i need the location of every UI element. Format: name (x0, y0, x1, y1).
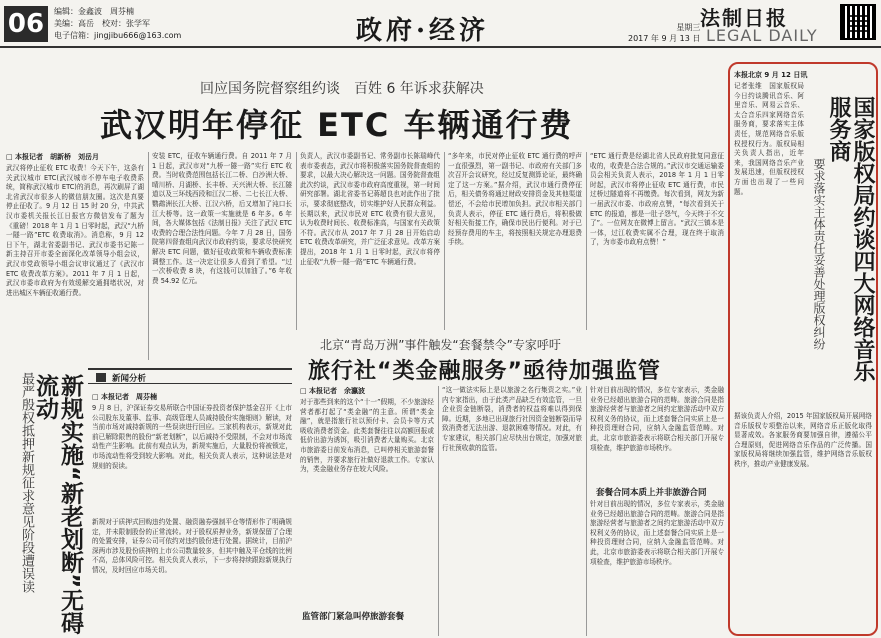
lead-column-1: 武汉将停止征收 ETC 收费！今天下午，这条有关武汉城市 ETC(武汉城市不停车电子收费系统，简称武汉城市 ETC)的消息，再次刷屏了湖北省武汉市很多人的微信朋友圈。这次是真要停止征收了。9 月 12 日 15 时 20 分，中共武汉市委机关报长江日报官方微信发布了题为《重磅！2018 年 1 月 1 日零时起，武汉“九桥一隧一路”ETC 收费取消》。消息称，9 月 12 日下午，湖北省委副书记、武汉市委书记陈一新主持召开市委全面深化改革领导小组会议，武汉市党政领导小组会议审议通过了《武汉市 ETC 收费改革方案》。2011 年 7 月 1 日起，武汉市委市政府为有效缓解交通拥堵状况，对进出城区车辆征收通行费。 (6, 164, 144, 297)
staff-email: 电子信箱：jingjibu666@163.com (54, 31, 182, 40)
staff-credits (54, 6, 181, 42)
analysis-flag (88, 368, 292, 384)
travel-subhead-1: 监管部门紧急叫停旅游套餐 (302, 612, 405, 622)
lead-kicker: 回应国务院督察组约谈 百姓 6 年诉求获解决 (200, 81, 484, 97)
analysis-vertical-deck: 最严殷权抵押新规征求意见阶段遭误读 (19, 372, 34, 593)
lead-column-3: 负责人，武汉市委副书记、常务副市长陈瑞峰代表市委表态，武汉市将积极落实国务院督查组的要求，以最大决心解决这一问题。国务院督查组此次约谈，武汉市委市政府高度重视，第一时间研究部署。湖北省委书记蒋超良也对此作出了批示，要求彻底整改，切实维护好人民群众利益。长期以来，武汉市民对 ETC 收费有很大意见，认为收费时间长、收费标准高，与国家有关政策不符。武汉市从 2017 年 7 月 28 日开始启动 ETC 收费改革研究，并广泛征求意见。改革方案提出，2018 年 1 月 1 日零时起，武汉市将停止征收“九桥一隧一路”ETC 车辆通行费。 (300, 152, 440, 266)
date: 2017 年 9 月 13 日 (628, 34, 701, 43)
page-number: 06 (4, 6, 48, 42)
lead-headline: 武汉明年停征 ETC 车辆通行费 (100, 106, 574, 144)
copyright-vertical-title: 国家版权局约谈四大网络音乐服务商 (826, 96, 875, 382)
copyright-column-2: 据该负责人介绍，2015 年国家版权局开展网络音乐版权专项整治以来，网络音乐正版化取得显著成效。各家服务商要加强自律，遵循公平合理原则，促进网络音乐作品的广泛传播。国家版权局将继续加强监管，维护网络音乐版权秩序，推动产业健康发展。 (734, 412, 872, 468)
travel-subbanner: 北京“青岛万洲”事件触发“套餐禁令”专家呼吁 (320, 338, 561, 352)
lead-byline: □ 本报记者 胡新桥 刘岳月 (6, 153, 100, 161)
copyright-column-1: 记者张维 国家版权局今日约谈腾讯音乐、阿里音乐、网易云音乐、太合音乐四家网络音乐服务商，要求落实主体责任，规范网络音乐版权授权行为。版权局相关负责人指出，近年来，我国网络音乐产业发展迅速，但版权授权方面也出现了一些问题。 (734, 82, 804, 196)
analysis-flag-label: 新闻分析 (112, 374, 147, 384)
travel-byline: □ 本报记者 余瀛波 (300, 387, 366, 395)
column-rule (438, 386, 439, 636)
analysis-column-1: 9 月 8 日，沪深证券交易所联合中国证券投资者保护基金召开《上市公司股东及董事、监事、高级管理人员减持股份实施细则》解读，对当前市场对减持新规的一些误读进行回应。三家机构表示，新规对此前已解除限售的股份“新老划断”，以后减持不受限制，不会对市场流动性产生影响。此前有观点认为，新规实施后，大量股份将被锁定，市场流动性将受到较大影响。对此，相关负责人表示，这种说法是对规则的误读。 (92, 404, 292, 470)
travel-column-3: 针对目前出现的情况，多位专家表示，类金融业务已经超出旅游合同的范畴。旅游合同是指旅游经营者与旅游者之间约定旅游活动中双方权利义务的协议，而上述套餐合同实质上是一种投资理财合同，应纳入金融监管范畴。对此，北京市旅游委表示将联合相关部门开展专项检查，维护旅游市场秩序。 (590, 386, 724, 452)
qr-code-icon (840, 4, 876, 40)
newspaper-brand: 法制日报 (700, 6, 788, 30)
travel-column-1: 对于那些到来的这个“十一”假期，不少旅游经营者都打起了“类金融”的主意。所谓“类金融”，就是指旅行社以预付卡、会员卡等方式吸收消费者资金。此类套餐往往以高额回报或低价出游为诱饵，吸引消费者大量购买。北京市旅游委日前发布消息，已叫停相关旅游套餐的销售，并要求旅行社做好退款工作。专家认为，类金融业务存在较大风险。 (300, 398, 434, 474)
travel-headline: 旅行社“类金融服务”亟待加强监管 (308, 359, 661, 384)
copyright-vertical-deck: 要求落实主体责任妥善处理版权纠纷 (812, 158, 826, 350)
newspaper-brand-en: LEGAL DAILY (706, 26, 818, 45)
column-rule (148, 152, 149, 360)
page-header (0, 0, 881, 48)
staff-editors: 编辑：金鑫波 周芬楠 (54, 7, 134, 16)
lead-column-4: “多年来，市民对停止征收 ETC 通行费的呼声一直很强烈，第一副书记、市政府有关部门多次召开会议研究，经过反复测算论证，最终确定了这一方案。”据介绍，武汉市通行费停征后，相关债务将通过财政安排资金及其他渠道偿还，不会给市民增加负担。武汉市相关部门负责人表示，停征 ETC 通行费后，将积极做好相关衔接工作，确保市民出行便利。对于已经预存费用的车主，将按照相关规定办理退费手续。 (448, 152, 582, 247)
analysis-column-2: 新规对于质押式回购违约处置、融资融券强制平仓等情形作了明确规定，并未限制股份的正常流转。对于股权质押业务，新规保留了合理的处置安排，证券公司可依约对违约股份进行处置。据统计，目前沪深两市涉及股份质押的上市公司数量较多，但其中触及平仓线的比例不高，总体风险可控。相关负责人表示，下一步将持续跟踪新规执行情况，及时回应市场关切。 (92, 518, 292, 574)
column-rule (296, 152, 297, 330)
analysis-vertical-title: 新规实施“新老划断”无碍流动 (32, 374, 83, 635)
travel-subhead-2: 套餐合同本质上并非旅游合同 (596, 488, 707, 498)
weekday: 星期三 (676, 23, 701, 32)
lead-column-2: 安装 ETC，征收车辆通行费。自 2011 年 7 月 1 日起，武汉市对“九桥一隧一路”实行 ETC 收费。当时收费范围包括长江二桥、白沙洲大桥、晴川桥、月湖桥、长丰桥、天兴洲大桥、长江隧道以及三环线西段和江汉二桥、二七长江大桥、鹦鹉洲长江大桥、江汉六桥，后又增加了沌口长江大桥等。这一政策一实施就是 6 年多。6 年间，各大媒体包括《法制日报》关注了武汉 ETC 收费的合理合法性问题。今年 7 月 28 日，国务院第四督查组向武汉市政府约谈，要求尽快研究解决 ETC 问题，做好征收政策和车辆收费标准调整工作。这一决定让很多人看到了希望。“过一次桥收费 8 块，有这钱可以加油了。”6 年收费 54.92 亿元。 (152, 152, 292, 285)
copyright-dateline: 本报北京 9 月 12 日讯 (734, 71, 808, 79)
section-title: 政府·经济 (356, 16, 490, 46)
analysis-byline: □ 本报记者 周芬楠 (92, 393, 158, 401)
column-rule (586, 152, 587, 330)
column-rule (444, 152, 445, 330)
issue-date (628, 22, 700, 44)
travel-column-3b: 针对目前出现的情况，多位专家表示，类金融业务已经超出旅游合同的范畴。旅游合同是指旅游经营者与旅游者之间约定旅游活动中双方权利义务的协议，而上述套餐合同实质上是一种投资理财合同，应纳入金融监管范畴。对此，北京市旅游委表示将联合相关部门开展专项检查，维护旅游市场秩序。 (590, 500, 724, 566)
lead-column-5: “ETC 通行费是经湖北省人民政府批复同意征收的，收费是合法合规的。”武汉市交通运输委员会相关负责人表示，2018 年 1 月 1 日零时起，武汉市将停止征收 ETC 通行费，市民过桥过隧道将不再缴费。每次看到，网友为新一届武汉市委、市政府点赞，“每次看到关于 ETC 的报道，都是一肚子怨气，今天终于不交了”。一位网友在微博上留言。“武汉三镇本是一体，过江收费实属不合理，现在终于取消了，为市委市政府点赞！” (590, 152, 724, 247)
staff-design: 美编：高岳 校对：张学军 (54, 19, 150, 28)
flag-square-icon (96, 373, 106, 382)
column-rule (586, 386, 587, 636)
travel-column-2: “这一做法实际上是以旅游之名行集资之实。”业内专家指出，由于此类产品缺乏有效监管，一旦企业资金链断裂，消费者的权益将难以得到保障。近期，多地已出现旅行社因资金链断裂而导致消费者无法出游、退款困难等情况。对此，有专家建议，相关部门应尽快出台规定，加强对旅行社预收款的监管。 (442, 386, 582, 452)
